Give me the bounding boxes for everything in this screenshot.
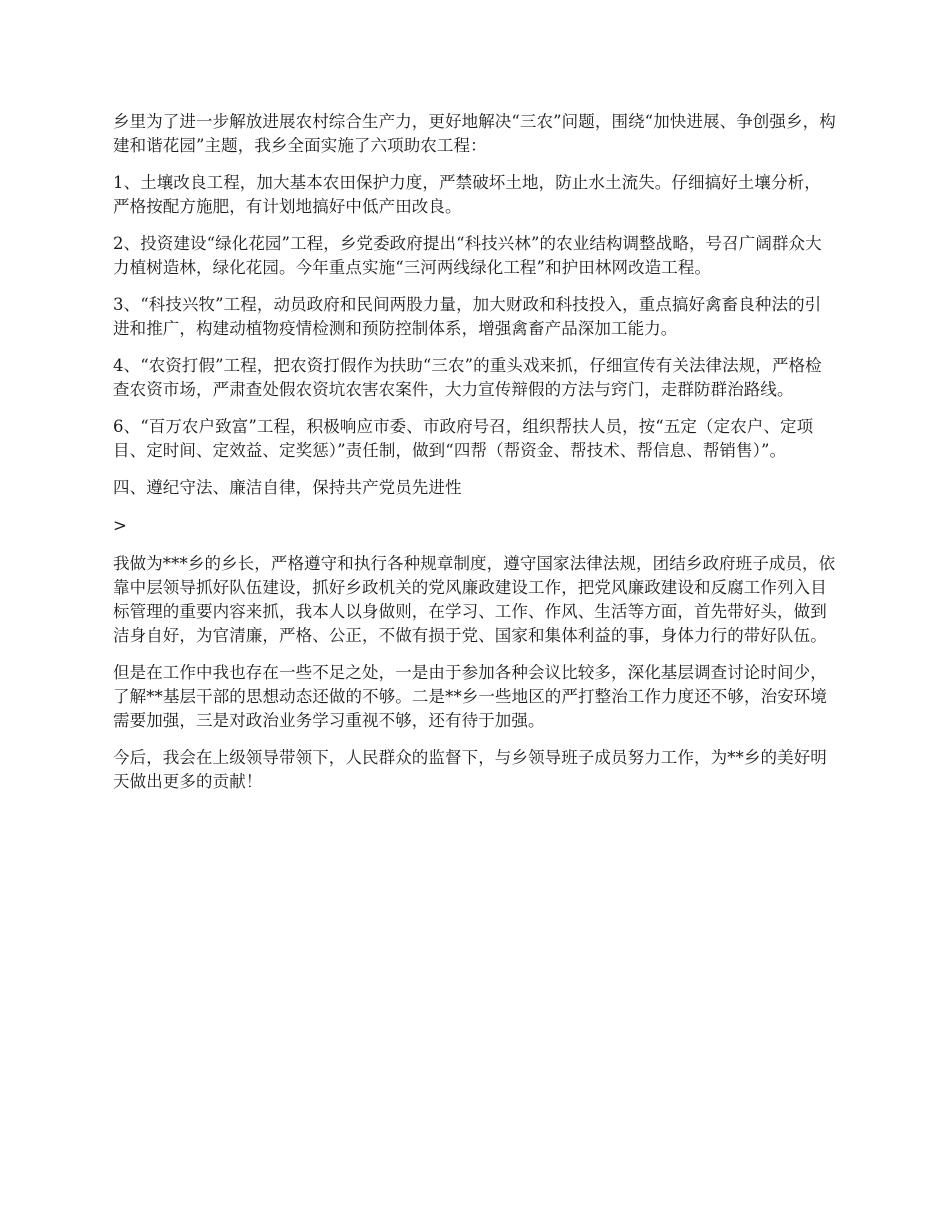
section-four-heading: 四、遵纪守法、廉洁自律，保持共产党员先进性 <box>113 478 462 497</box>
shortcomings-paragraph: 但是在工作中我也存在一些不足之处，一是由于参加各种会议比较多，深化基层调查讨论时间少，了解**基层干部的思想动态还做的不够。二是**乡一些地区的严打整治工作力度还不够，治安环境需要加强，三是对政治业务学习重视不够，还有待于加强。 <box>113 663 827 730</box>
marker-paragraph: > <box>113 516 127 535</box>
item-2-paragraph: 2、投资建设“绿化花园”工程，乡党委政府提出“科技兴林”的农业结构调整战略，号召广阔群众大力植树造林，绿化花园。今年重点实施“三河两线绿化工程”和护田林网改造工程。 <box>113 234 822 277</box>
item-1-paragraph: 1、土壤改良工程，加大基本农田保护力度，严禁破坏土地，防止水土流失。仔细搞好土壤分析，严格按配方施肥，有计划地搞好中低产田改良。 <box>113 173 821 216</box>
item-4-paragraph: 4、“农资打假”工程，把农资打假作为扶助“三农”的重头戏来抓，仔细宣传有关法律法规，严格检查农资市场，严肃查处假农资坑农害农案件，大力宣传辩假的方法与窍门，走群防群治路线。 <box>113 356 822 399</box>
self-discipline-paragraph: 我做为***乡的乡长，严格遵守和执行各种规章制度，遵守国家法律法规，团结乡政府班子成员，依靠中层领导抓好队伍建设，抓好乡政机关的党风廉政建设工作，把党风廉政建设和反腐工作列入目标管理的重要内容来抓，我本人以身做则，在学习、工作、作风、生活等方面，首先带好头，做到洁身自好，为官清廉，严格、公正，不做有损于党、国家和集体利益的事，身体力行的带好队伍。 <box>113 554 836 645</box>
outlook-paragraph: 今后，我会在上级领导带领下，人民群众的监督下，与乡领导班子成员努力工作，为**乡的美好明天做出更多的贡献！ <box>113 748 827 791</box>
item-3-paragraph: 3、“科技兴牧”工程，动员政府和民间两股力量，加大财政和科技投入，重点搞好禽畜良种法的引进和推广，构建动植物疫情检测和预防控制体系，增强禽畜产品深加工能力。 <box>113 295 822 338</box>
item-6-paragraph: 6、“百万农户致富”工程，积极响应市委、市政府号召，组织帮扶人员，按“五定（定农户、定项目、定时间、定效益、定奖惩）”责任制，做到“四帮（帮资金、帮技术、帮信息、帮销售）”。 <box>113 417 814 460</box>
intro-paragraph: 乡里为了进一步解放进展农村综合生产力，更好地解决“三农”问题，围绕“加快进展、争创强乡，构建和谐花园”主题，我乡全面实施了六项助农工程： <box>113 112 836 155</box>
document-body <box>113 110 837 807</box>
